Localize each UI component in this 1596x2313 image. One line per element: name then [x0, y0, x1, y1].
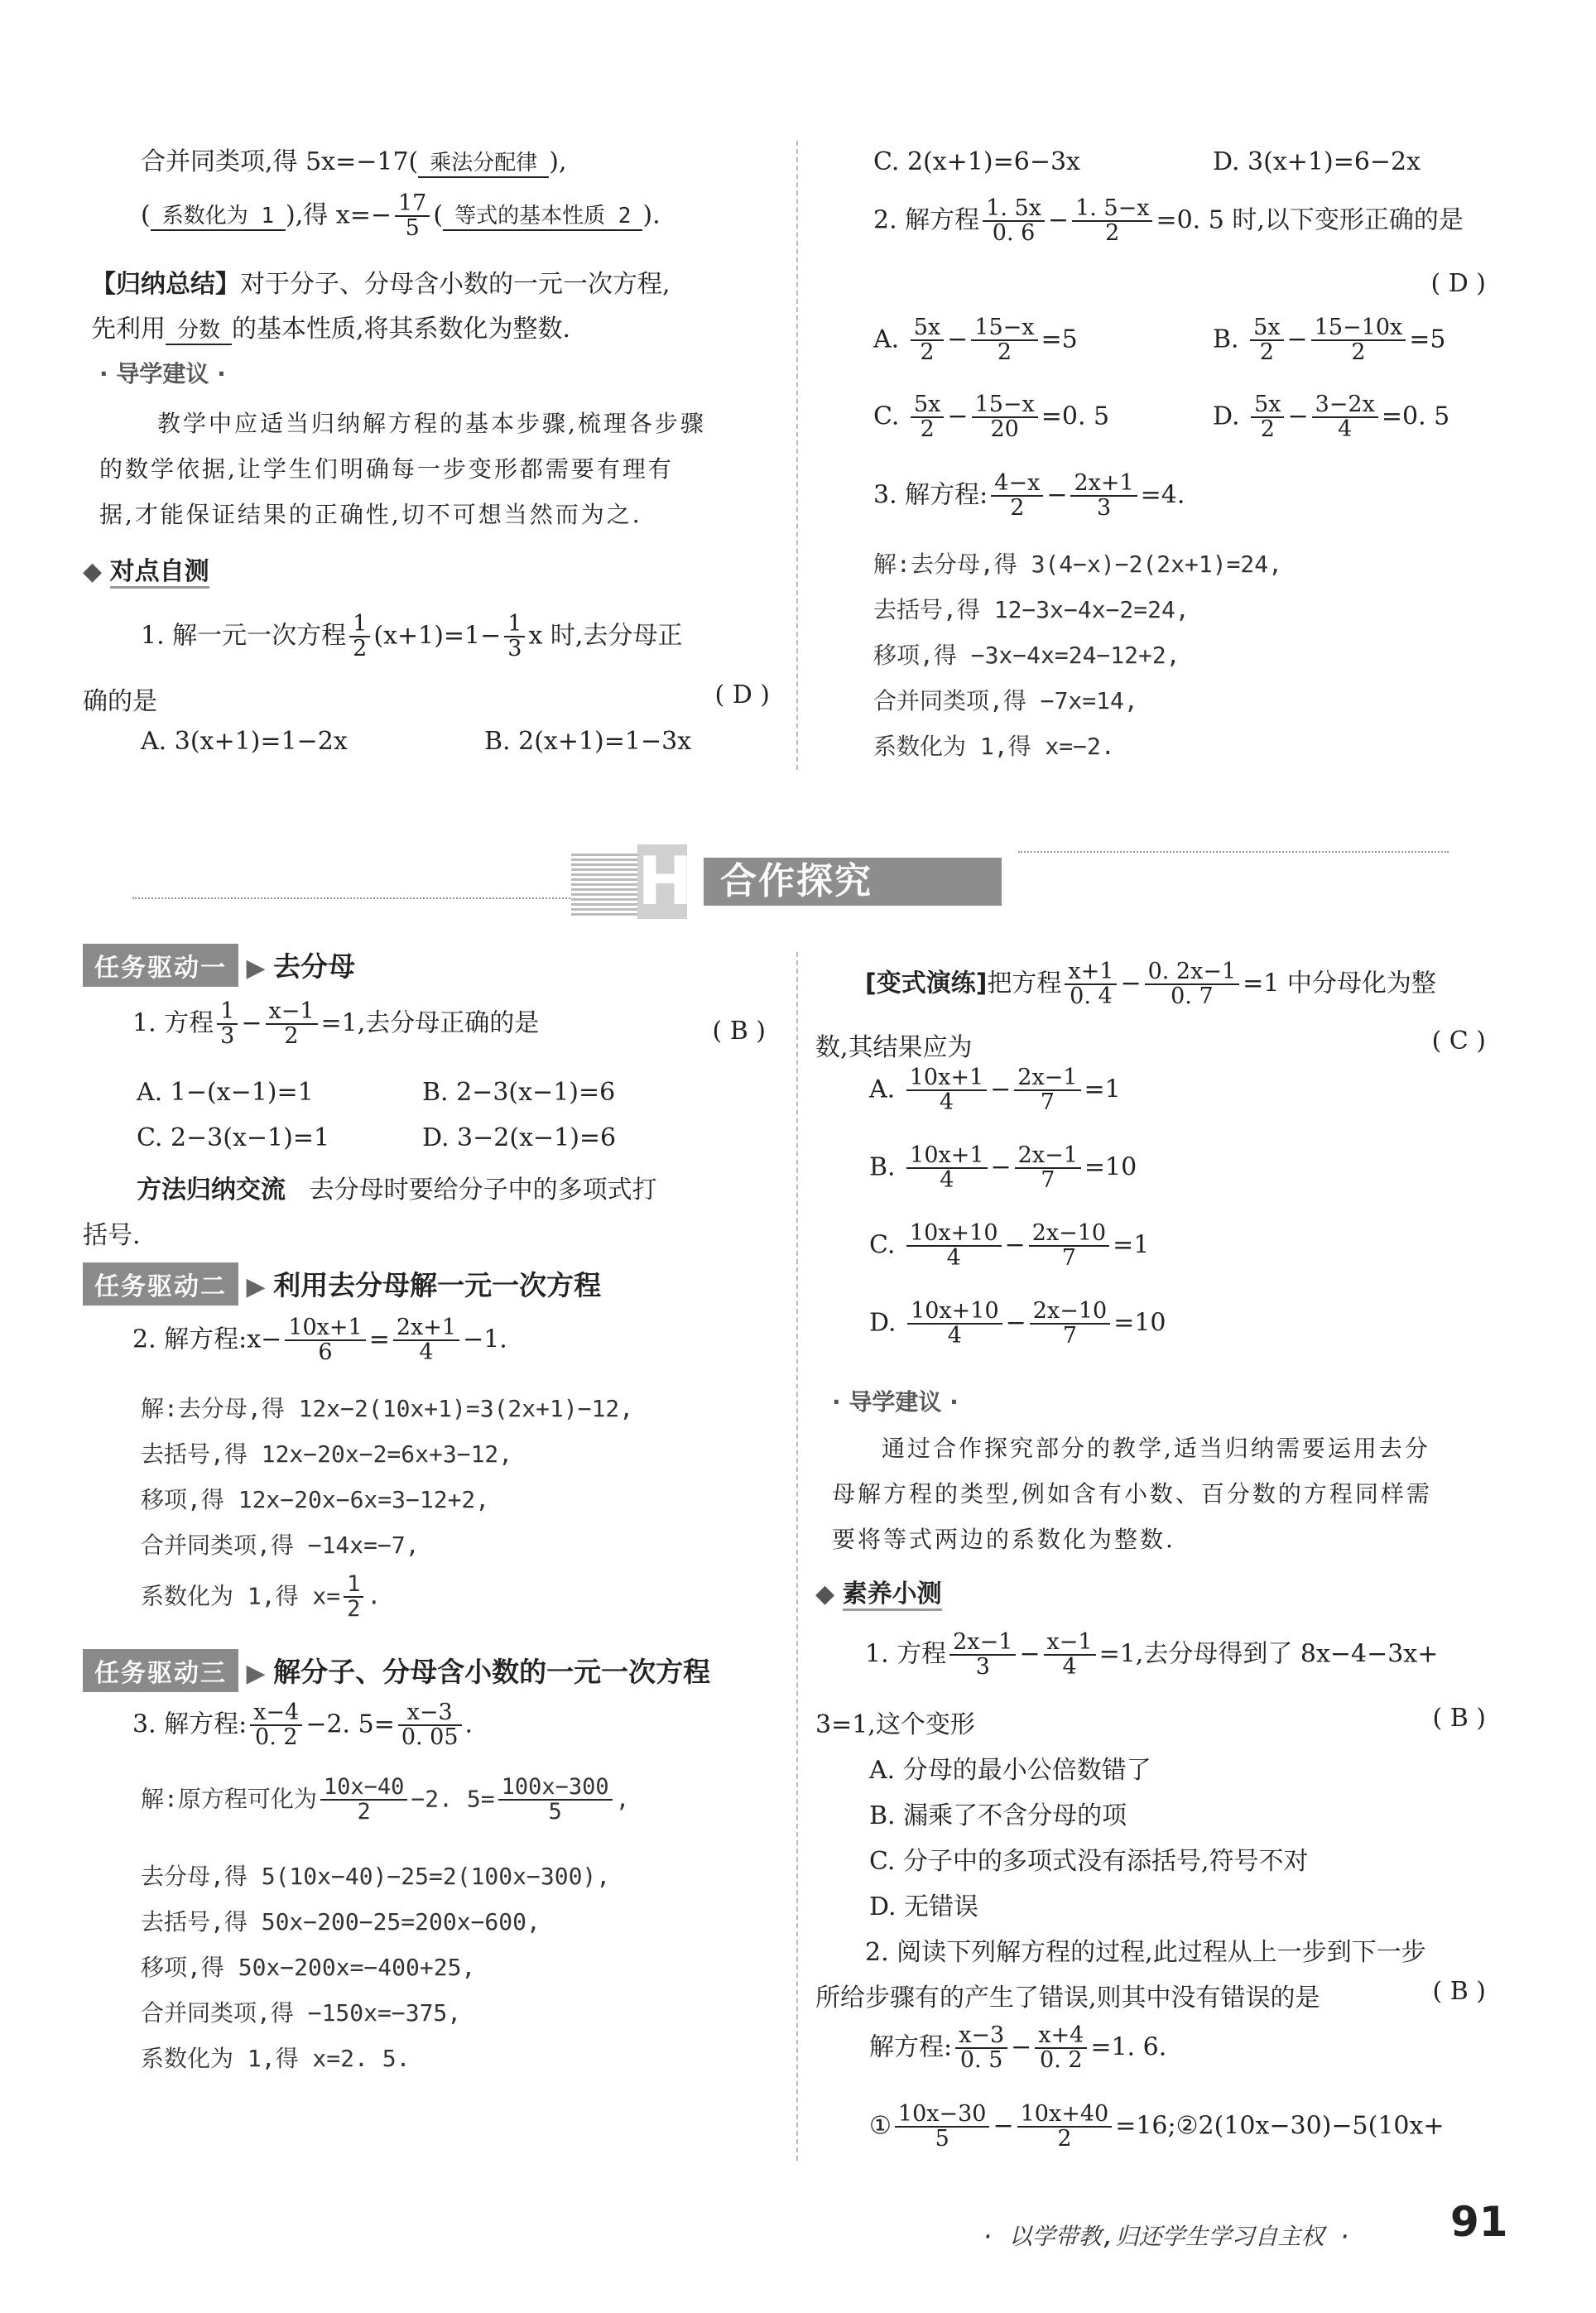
fraction: $\frac{1}{2}$: [344, 1573, 363, 1622]
solution-line: 解:去分母,得 12x−2(10x+1)=3(2x+1)−12,: [141, 1395, 634, 1422]
guide-paragraph: 要将等式两边的系数化为整数.: [832, 1526, 1175, 1553]
option-b: B. $\frac{10x+1}{4}$ − $\frac{2x-1}{7}$ =10: [869, 1142, 1137, 1194]
fraction: $\frac{5x}{2}$: [1250, 316, 1283, 365]
option-a: A. 3(x+1)=1−2x: [141, 727, 348, 756]
guide-paragraph: 教学中应适当归纳解方程的基本步骤,梳理各步骤: [157, 410, 706, 437]
quiz-equation: 解方程: $\frac{x-3}{0. 5}$ − $\frac{x+4}{0. 2}$ =1. 6.: [869, 2022, 1167, 2074]
fraction: $\frac{3-2x}{4}$: [1312, 393, 1378, 442]
solution-line: 合并同类项,得 −14x=−7,: [141, 1532, 420, 1559]
arrow-icon: ▶: [246, 1659, 266, 1688]
solution-line: 去括号,得 50x−200−25=200x−600,: [141, 1908, 541, 1936]
top-right-column: [815, 132, 1502, 762]
question-1: 1. 方程 $\frac{1}{3}$ − $\frac{x-1}{2}$ =1,去分母正确的是: [132, 998, 540, 1050]
guide-paragraph: 母解方程的类型,例如含有小数、百分数的方程同样需: [832, 1480, 1432, 1508]
option-d: D. 无错误: [869, 1892, 979, 1921]
fraction: $\frac{1. 5-x}{2}$: [1072, 197, 1152, 246]
guide-title: · 导学建议 ·: [832, 1388, 959, 1416]
fraction: $\frac{15-10x}{2}$: [1311, 316, 1406, 365]
quiz-question-1: 1. 方程 $\frac{2x-1}{3}$ − $\frac{x-1}{4}$ =1,去分母得到了 8x−4−3x+: [865, 1629, 1439, 1681]
task-1-heading: [83, 944, 355, 987]
fraction: $\frac{2x-10}{7}$: [1029, 1222, 1109, 1271]
footer-motto: · 以学带教,归还学生学习自主权 ·: [981, 2223, 1353, 2250]
question-3: 3. 解方程: $\frac{4-x}{2}$ − $\frac{2x+1}{3}$ =4.: [873, 470, 1185, 522]
solution-line: 合并同类项,得 −7x=14,: [873, 687, 1138, 714]
fraction: $\frac{1}{3}$: [217, 1000, 238, 1049]
answer-mark: ( C ): [1431, 1027, 1486, 1056]
self-test-heading: ◆ 对点自测: [83, 551, 209, 587]
variant-line-2: 数,其结果应为: [815, 1033, 973, 1062]
option-b: B. 2−3(x−1)=6: [422, 1078, 616, 1107]
summary-line-1: 【归纳总结】对于分子、分母含小数的一元一次方程,: [91, 270, 671, 299]
answer-mark: ( D ): [1430, 269, 1486, 298]
fill-blank: 系数化为 1: [151, 199, 286, 231]
fraction: $\frac{5x}{2}$: [911, 393, 944, 442]
option-a: A. 1−(x−1)=1: [137, 1078, 314, 1107]
fraction: $\frac{x+4}{0. 2}$: [1035, 2024, 1087, 2073]
option-c: C. 2−3(x−1)=1: [137, 1123, 330, 1152]
solution-line: 移项,得 50x−200x=−400+25,: [141, 1954, 476, 1981]
task-3-heading: [83, 1649, 710, 1692]
fill-blank: 分数: [166, 313, 232, 345]
column-divider: [796, 141, 798, 770]
guide-paragraph: 据,才能保证结果的正确性,切不可想当然而为之.: [99, 501, 642, 528]
fraction: $\frac{x-1}{4}$: [1044, 1631, 1096, 1680]
fraction: $\frac{10x+40}{2}$: [1017, 2103, 1113, 2152]
fraction: $\frac{15-x}{2}$: [971, 316, 1037, 365]
fraction: $\frac{1}{2}$: [349, 613, 370, 661]
fraction: $\frac{2x-10}{7}$: [1030, 1300, 1110, 1349]
section-title: 合作探究: [704, 858, 1002, 906]
solution-line: 解:原方程可化为 $\frac{10x-40}{2}$ −2. 5= $\frac{100x-300}{5}$ ,: [141, 1774, 630, 1825]
option-b: B. 漏乘了不含分母的项: [869, 1801, 1127, 1830]
guide-paragraph: 通过合作探究部分的教学,适当归纳需要运用去分: [882, 1435, 1430, 1462]
option-d: D. 3(x+1)=6−2x: [1213, 147, 1421, 176]
fraction: $\frac{100x-300}{5}$: [498, 1776, 613, 1825]
fraction: $\frac{0. 2x-1}{0. 7}$: [1145, 960, 1240, 1009]
option-d: D. 3−2(x−1)=6: [422, 1123, 617, 1152]
fraction: $\frac{2x+1}{3}$: [1070, 472, 1137, 521]
task-tag: 任务驱动一: [83, 944, 238, 987]
fraction: $\frac{2x-1}{7}$: [1015, 1144, 1081, 1193]
banner-rule: [132, 897, 629, 899]
option-a: A. $\frac{10x+1}{4}$ − $\frac{2x-1}{7}$ =1: [869, 1065, 1121, 1116]
diamond-icon: ◆: [815, 1580, 835, 1609]
option-d: D. $\frac{5x}{2}$ − $\frac{3-2x}{4}$ =0. 5: [1213, 392, 1450, 443]
solution-line: 解:去分母,得 3(4−x)−2(2x+1)=24,: [873, 551, 1283, 578]
section-banner: [132, 844, 1457, 927]
solution-line: 移项,得 −3x−4x=24−12+2,: [873, 642, 1180, 669]
fraction: $\frac{x-3}{0. 5}$: [955, 2024, 1007, 2073]
answer-mark: ( B ): [1432, 1704, 1486, 1733]
top-left-column: [83, 132, 778, 762]
task-2-heading: [83, 1262, 601, 1306]
solution-line: 合并同类项,得 −150x=−375,: [141, 1999, 462, 2027]
quiz-question-2: 2. 阅读下列解方程的过程,此过程从上一步到下一步: [865, 1938, 1426, 1967]
fraction: $\frac{1}{3}$: [504, 613, 525, 661]
task-tag: 任务驱动二: [83, 1262, 238, 1306]
task-title: 利用去分母解一元一次方程: [273, 1269, 602, 1301]
option-c: C. 2(x+1)=6−3x: [873, 147, 1080, 176]
method-line-2: 括号.: [83, 1221, 141, 1250]
fraction: $\frac{x-3}{0. 05}$: [398, 1701, 462, 1750]
arrow-icon: ▶: [246, 954, 266, 983]
variant-line: [变式演练]把方程 $\frac{x+1}{0. 4}$ − $\frac{0. 2x-1}{0. 7}$ =1 中分母化为整: [865, 959, 1436, 1010]
quiz-question-1-cont: 3=1,这个变形: [815, 1710, 975, 1739]
fraction: $\frac{10x+1}{6}$: [285, 1316, 365, 1365]
question-2: 2. 解方程:x− $\frac{10x+1}{6}$ = $\frac{2x+1}{4}$ −1.: [132, 1315, 507, 1366]
fraction: $\frac{5x}{2}$: [911, 316, 944, 365]
solution-line: 系数化为 1,得 x=−2.: [873, 733, 1115, 760]
fraction: $\frac{10x+10}{4}$: [906, 1222, 1002, 1271]
summary-tag: 【归纳总结】: [91, 270, 240, 299]
guide-paragraph: 的数学依据,让学生们明确每一步变形都需要有理有: [99, 455, 674, 483]
question-1-cont: 确的是: [83, 687, 157, 716]
combine-like-terms-line: 合并同类项,得 5x=−17( 乘法分配律 ),: [141, 147, 567, 176]
fill-blank: 乘法分配律: [418, 146, 549, 178]
fraction: $\frac{2x+1}{4}$: [393, 1316, 459, 1365]
fraction: $\frac{10x-30}{5}$: [895, 2103, 990, 2152]
task-title: 解分子、分母含小数的一元一次方程: [273, 1656, 711, 1688]
task-title: 去分母: [273, 950, 356, 983]
option-c: C. 分子中的多项式没有添括号,符号不对: [869, 1847, 1309, 1876]
fill-blank: 等式的基本性质 2: [443, 199, 642, 231]
fraction: $\frac{x-4}{0. 2}$: [250, 1701, 302, 1750]
quiz-steps: ① $\frac{10x-30}{5}$ − $\frac{10x+40}{2}$ =16;②2(10x−30)−5(10x+: [869, 2101, 1445, 2152]
method-line: 方法归纳交流 去分母时要给分子中的多项式打: [137, 1176, 657, 1205]
banner-stripe-icon: [571, 851, 637, 916]
fraction: $\frac{17}{5}$: [395, 192, 430, 241]
diamond-icon: ◆: [83, 557, 103, 586]
fraction: $\frac{2x-1}{7}$: [1014, 1066, 1080, 1115]
option-b: B. $\frac{5x}{2}$ − $\frac{15-10x}{2}$ =5: [1213, 315, 1446, 366]
option-c: C. $\frac{10x+10}{4}$ − $\frac{2x-10}{7}$ =1: [869, 1220, 1150, 1272]
guide-title: · 导学建议 ·: [99, 360, 226, 387]
banner-h-icon: H: [637, 843, 693, 920]
fraction: $\frac{2x-1}{3}$: [949, 1631, 1016, 1680]
solution-line: 移项,得 12x−20x−6x=3−12+2,: [141, 1486, 490, 1513]
quiz-question-2-cont: 所给步骤有的产生了错误,则其中没有错误的是: [815, 1984, 1320, 2012]
solution-line: 系数化为 1,得 x=2. 5.: [141, 2045, 411, 2072]
summary-line-2: 先利用 分数 的基本性质,将其系数化为整数.: [91, 315, 571, 344]
fraction: $\frac{x-1}{2}$: [266, 1000, 318, 1049]
solution-line: 系数化为 1,得 x= $\frac{1}{2}$ .: [141, 1571, 382, 1623]
task-tag: 任务驱动三: [83, 1649, 238, 1692]
solution-line: 去分母,得 5(10x−40)−25=2(100x−300),: [141, 1863, 611, 1890]
answer-mark: ( B ): [712, 1017, 766, 1046]
option-c: C. $\frac{5x}{2}$ − $\frac{15-x}{20}$ =0. 5: [873, 392, 1110, 443]
option-d: D. $\frac{10x+10}{4}$ − $\frac{2x-10}{7}$ =10: [869, 1298, 1166, 1349]
fraction: $\frac{1. 5x}{0. 6}$: [983, 197, 1045, 246]
question-1: 1. 解一元一次方程 $\frac{1}{2}$ (x+1)=1− $\frac{1}{3}$ x 时,去分母正: [141, 611, 683, 662]
quiz-heading: ◆ 素养小测: [815, 1573, 942, 1609]
fraction: $\frac{10x+1}{4}$: [906, 1066, 987, 1115]
fraction: $\frac{5x}{2}$: [1251, 393, 1284, 442]
fraction: $\frac{x+1}{0. 4}$: [1065, 960, 1117, 1009]
fraction: $\frac{10x+1}{4}$: [906, 1144, 987, 1193]
banner-rule: [1018, 851, 1449, 853]
option-b: B. 2(x+1)=1−3x: [484, 727, 692, 756]
fraction: $\frac{4-x}{2}$: [991, 472, 1043, 521]
banner-bar: [995, 858, 1002, 906]
bottom-left-column: [83, 944, 778, 2152]
page-number: 91: [1450, 2198, 1508, 2246]
column-divider: [796, 952, 798, 2161]
answer-mark: ( B ): [1432, 1977, 1486, 2006]
arrow-icon: ▶: [246, 1272, 266, 1301]
option-a: A. $\frac{5x}{2}$ − $\frac{15-x}{2}$ =5: [873, 315, 1078, 366]
fraction: $\frac{10x-40}{2}$: [320, 1776, 408, 1825]
fraction: $\frac{10x+10}{4}$: [907, 1300, 1002, 1349]
question-2: 2. 解方程 $\frac{1. 5x}{0. 6}$ − $\frac{1. 5-x}{2}$ =0. 5 时,以下变形正确的是: [873, 195, 1464, 247]
answer-mark: ( D ): [714, 680, 770, 709]
question-3: 3. 解方程: $\frac{x-4}{0. 2}$ −2. 5= $\frac{x-3}{0. 05}$ .: [132, 1700, 474, 1751]
solution-line: 去括号,得 12−3x−4x−2=24,: [873, 596, 1190, 623]
fraction: $\frac{15-x}{20}$: [972, 393, 1038, 442]
coefficient-line: ( 系数化为 1 ),得 x=− $\frac{17}{5}$ ( 等式的基本性质 2 ).: [141, 190, 661, 242]
bottom-right-column: [815, 944, 1502, 2169]
option-a: A. 分母的最小公倍数错了: [869, 1756, 1151, 1785]
solution-line: 去括号,得 12x−20x−2=6x+3−12,: [141, 1440, 513, 1468]
